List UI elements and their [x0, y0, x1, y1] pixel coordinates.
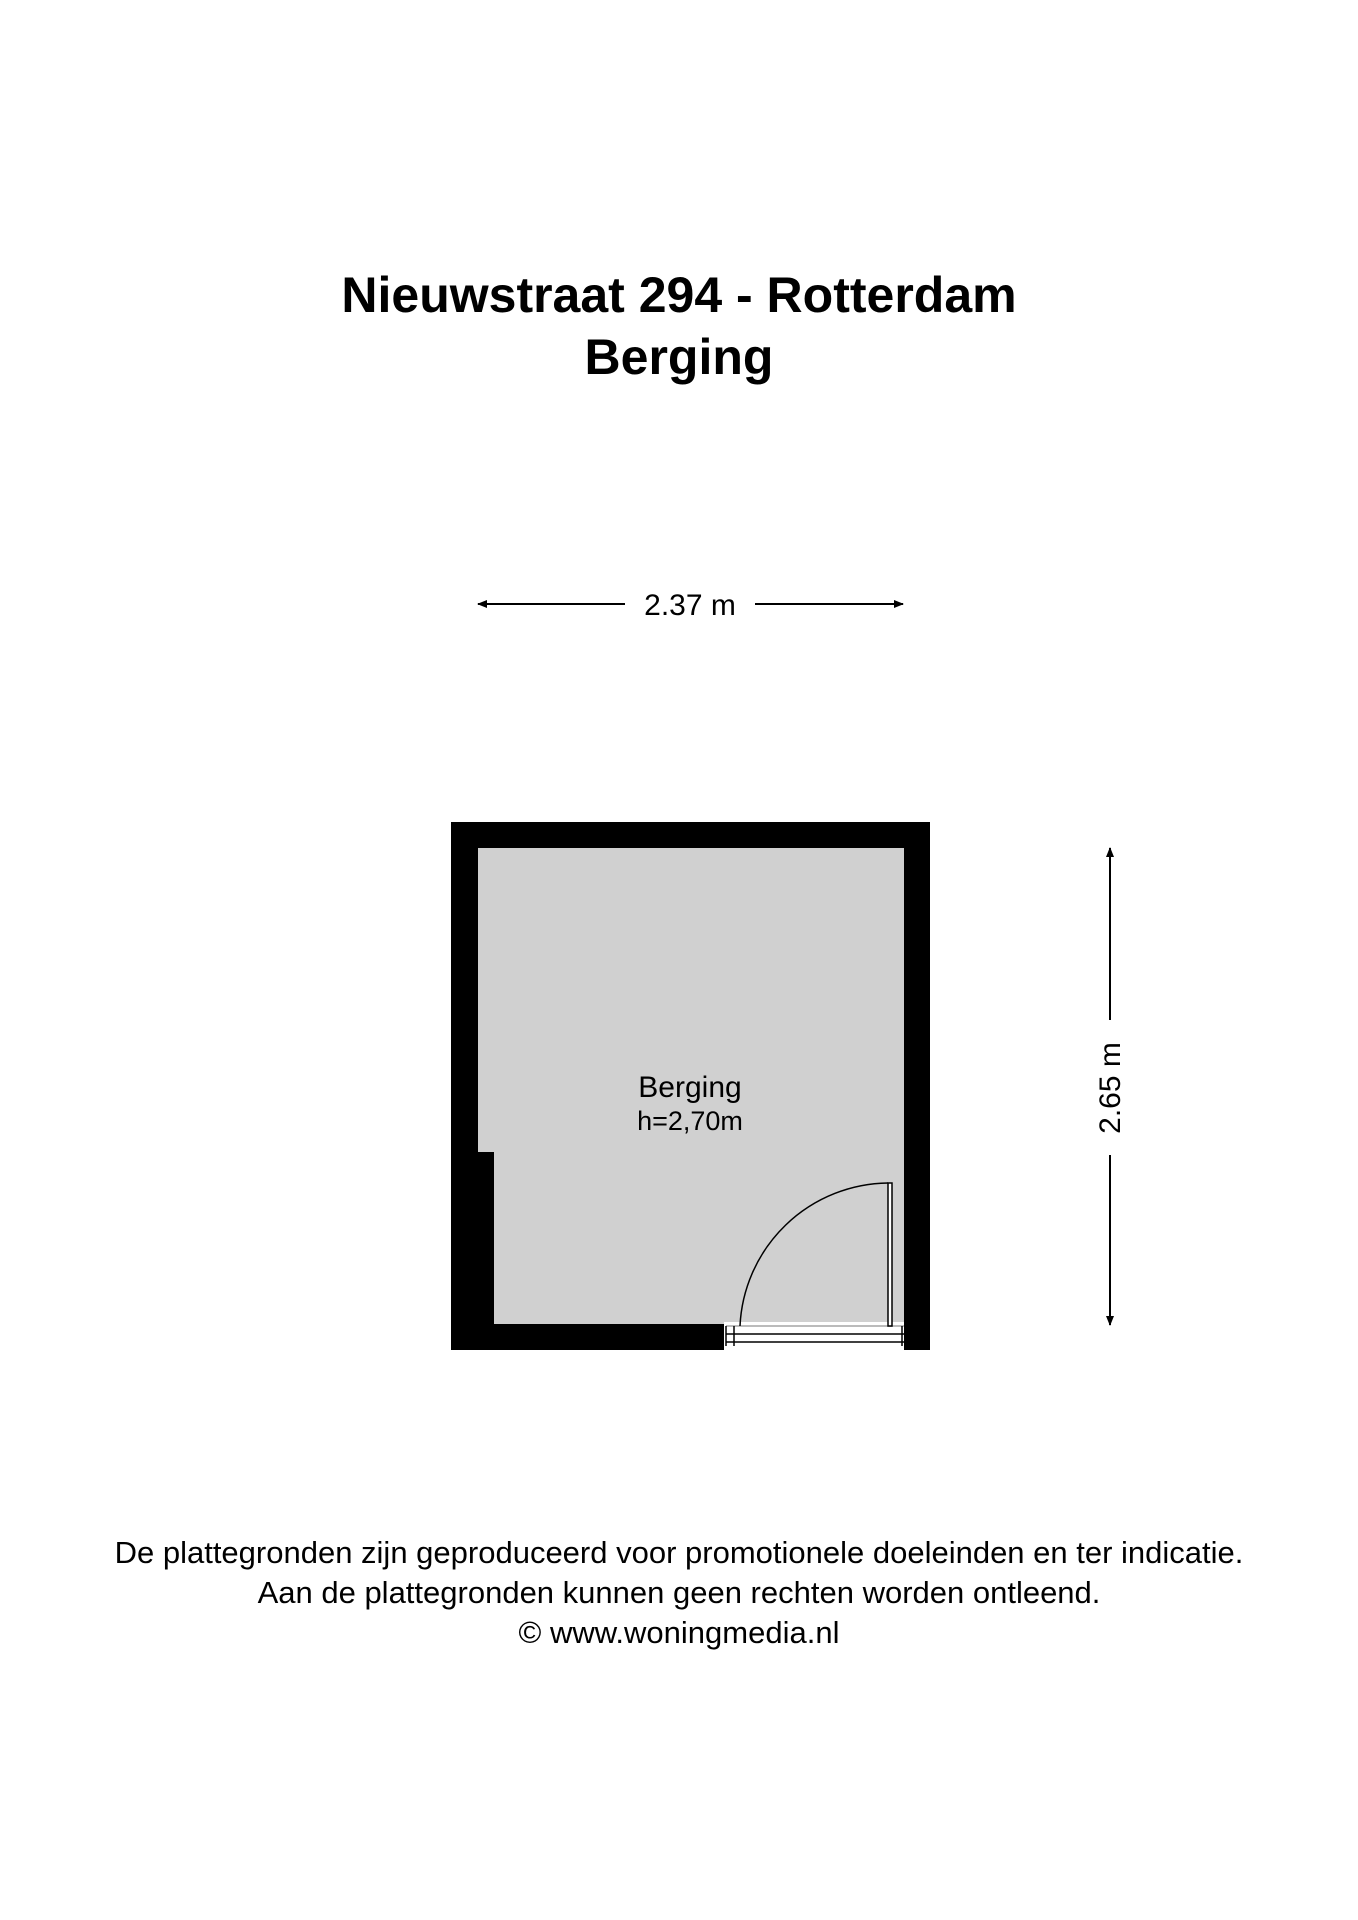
- width-dimension-label: 2.37 m: [644, 589, 736, 622]
- width-dimension: [478, 589, 903, 622]
- disclaimer-line-1: De plattegronden zijn geproduceerd voor promotionele doeleinden en ter indicatie.: [114, 1535, 1244, 1570]
- room-height-label: h=2,70m: [637, 1106, 743, 1136]
- door-leaf: [888, 1183, 892, 1326]
- room-berging: [451, 822, 930, 1352]
- room-name-label: Berging: [638, 1071, 742, 1104]
- plan-title: Nieuwstraat 294 - Rotterdam: [341, 267, 1017, 323]
- disclaimer-line-2: Aan de plattegronden kunnen geen rechten worden ontleend.: [257, 1575, 1101, 1610]
- depth-dimension: [1094, 848, 1127, 1325]
- copyright-line: © www.woningmedia.nl: [518, 1615, 840, 1650]
- plan-subtitle: Berging: [584, 329, 774, 385]
- depth-dimension-label: 2.65 m: [1094, 1042, 1127, 1134]
